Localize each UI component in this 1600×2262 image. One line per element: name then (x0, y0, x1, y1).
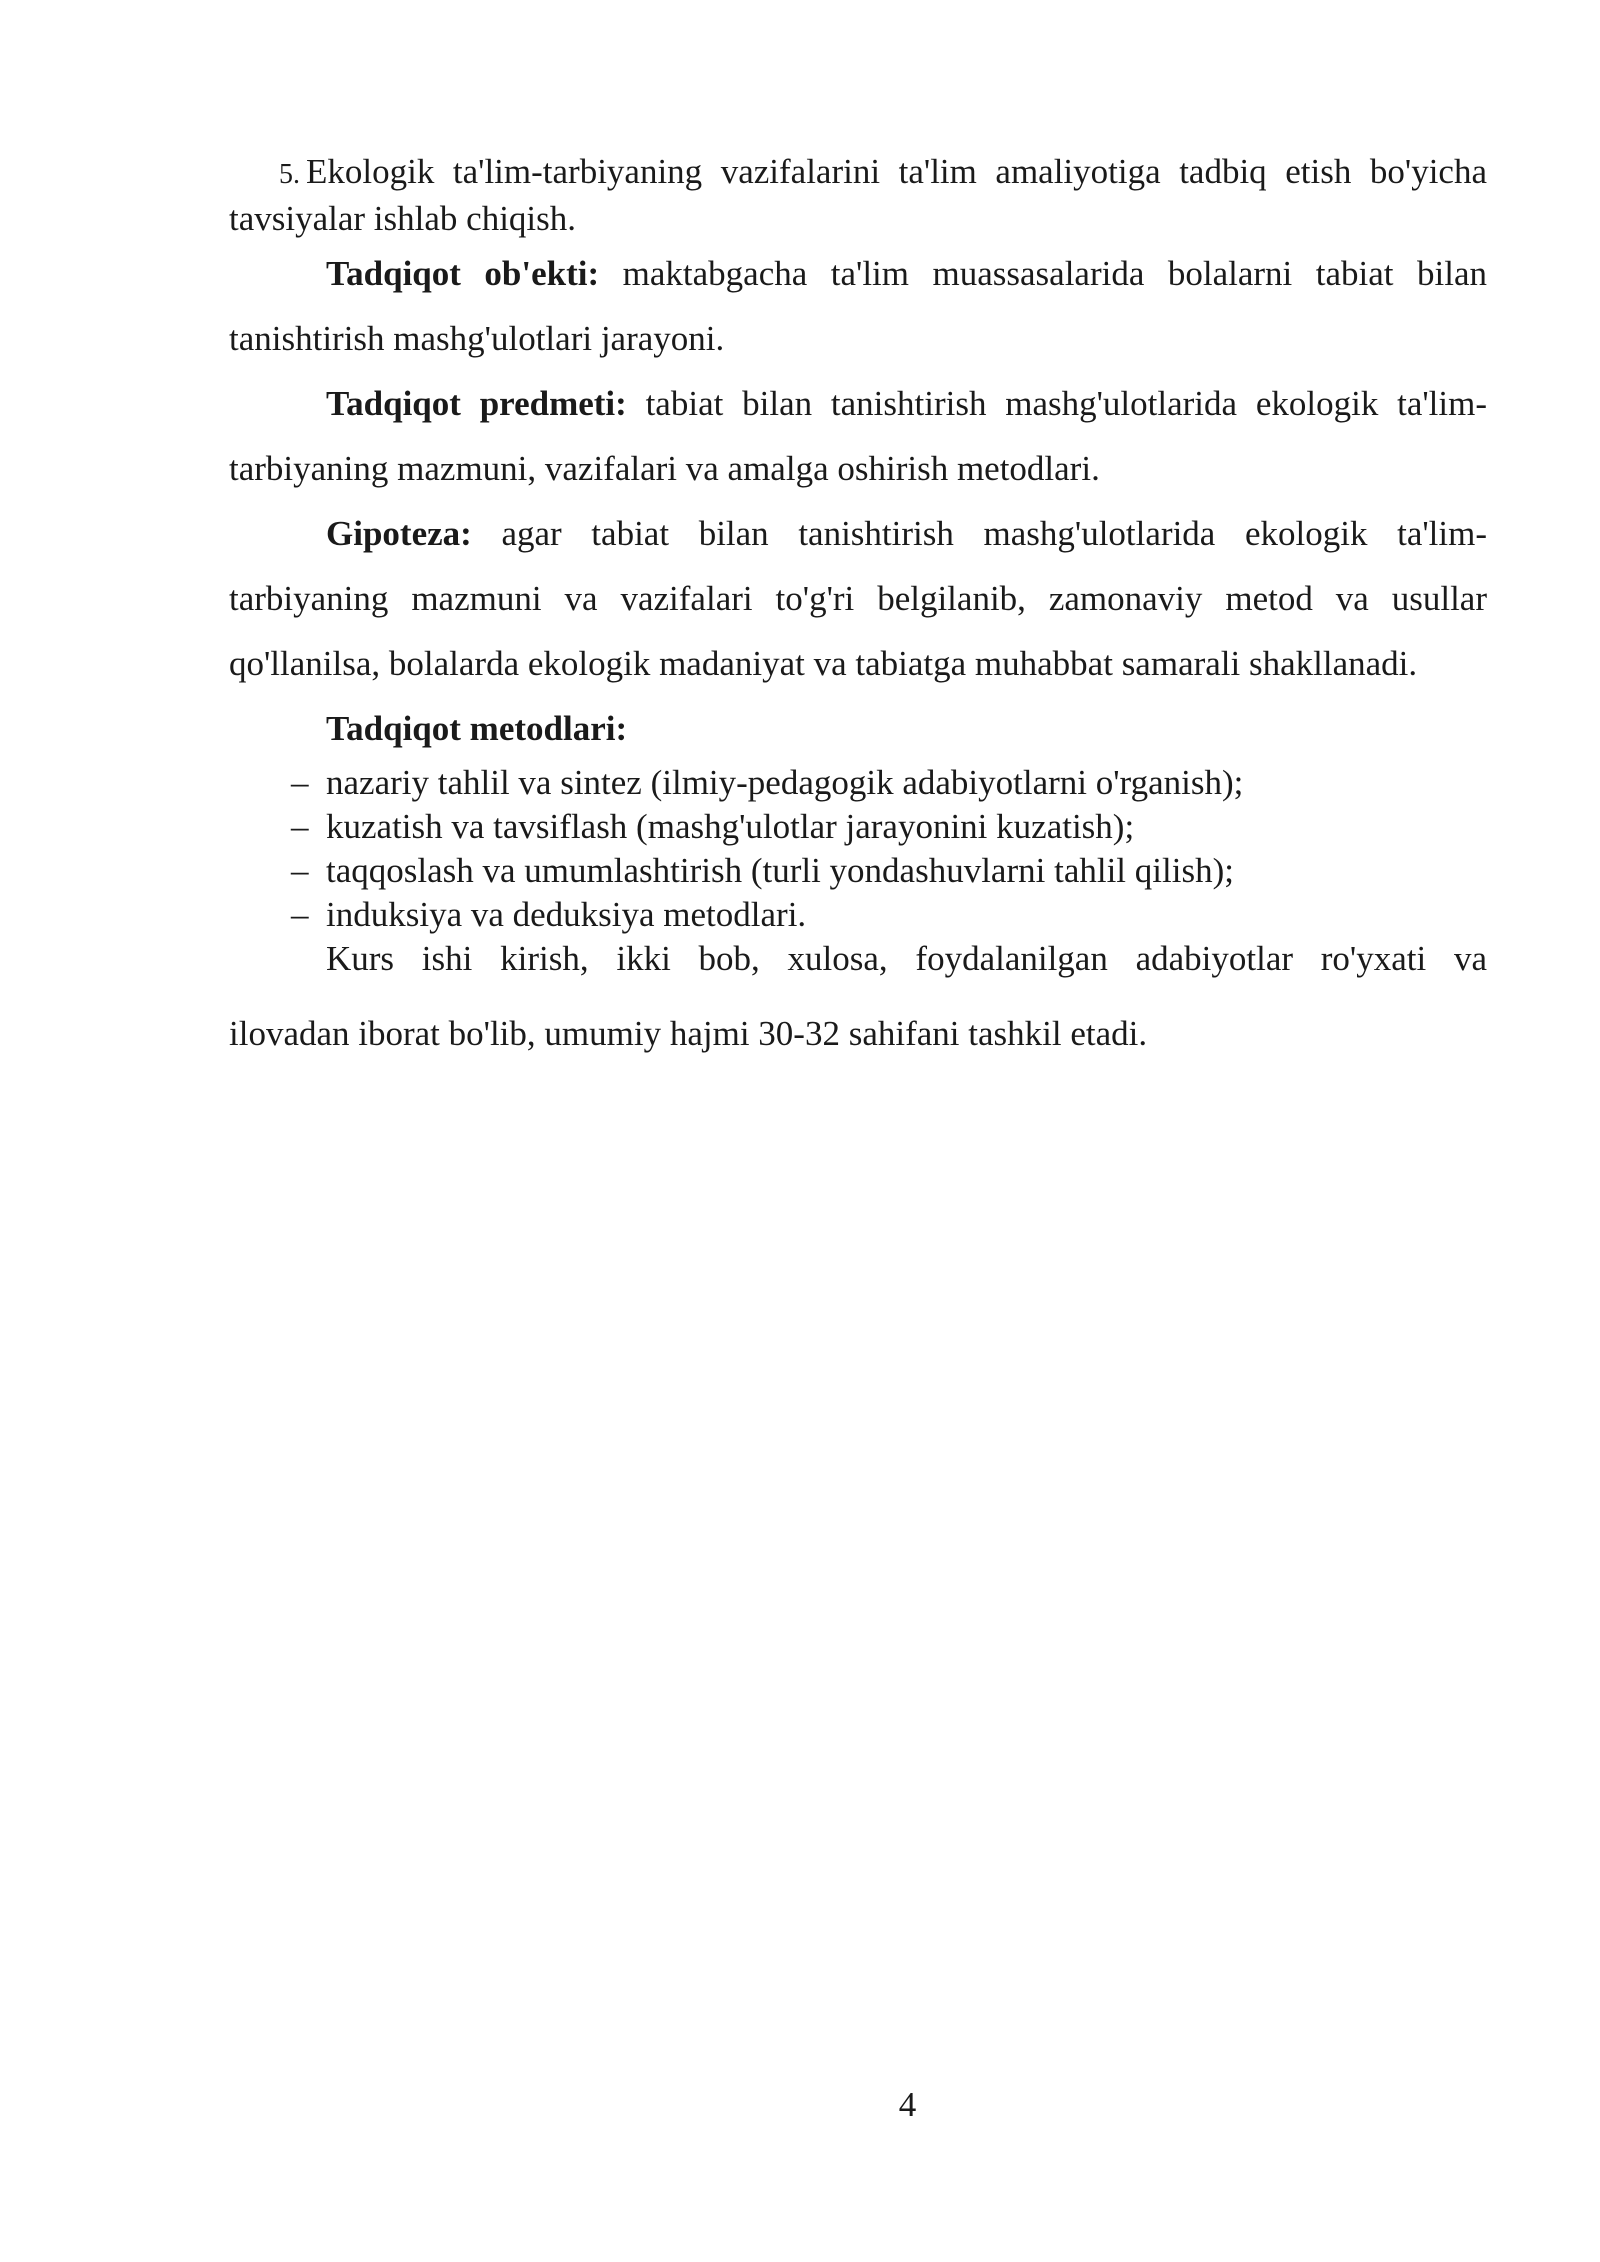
method-text: induksiya va deduksiya metodlari. (326, 895, 807, 934)
method-text: nazariy tahlil va sintez (ilmiy-pedagogik adabiyotlarni o'rganish); (326, 763, 1244, 802)
structure-paragraph-line1 (229, 937, 1487, 981)
bullet-dash: – (291, 763, 309, 802)
method-text: kuzatish va tavsiflash (mashg'ulotlar jarayonini kuzatish); (326, 807, 1135, 846)
methods-list (229, 761, 1487, 937)
research-object-paragraph (229, 241, 1487, 371)
hypothesis-paragraph (229, 501, 1487, 696)
hypothesis-text: agar tabiat bilan tanishtirish mashg'ulotlarida ekologik ta'lim-tarbiyaning mazmuni va vazifalari to'g'ri belgilanib, zamonaviy metod va usullar qo'llanilsa, bolalarda ekologik madaniyat va tabiatga muhabbat samarali shakllanadi. (229, 514, 1487, 683)
bullet-dash: – (291, 851, 309, 890)
research-subject-label: Tadqiqot predmeti: (326, 384, 627, 423)
methods-heading (229, 696, 1487, 761)
research-object-text: maktabgacha ta'lim muassasalarida bolalarni tabiat bilan tanishtirish mashg'ulotlari jarayoni. (229, 254, 1487, 358)
page-number: 4 (898, 2085, 917, 2124)
research-subject-paragraph (229, 371, 1487, 501)
research-object-label: Tadqiqot ob'ekti: (326, 254, 600, 293)
hypothesis-label: Gipoteza: (326, 514, 472, 553)
method-text: taqqoslash va umumlashtirish (turli yondashuvlarni tahlil qilish); (326, 851, 1234, 890)
structure-text-line2: ilovadan iborat bo'lib, umumiy hajmi 30-32 sahifani tashkil etadi. (229, 1014, 1148, 1053)
list-item-text: Ekologik ta'lim-tarbiyaning vazifalarini ta'lim amaliyotiga tadbiq etish bo'yicha tavsiyalar ishlab chiqish. (229, 152, 1487, 238)
methods-heading-text: Tadqiqot metodlari: (326, 709, 628, 748)
list-item-5 (229, 150, 1487, 241)
structure-text-line1: Kurs ishi kirish, ikki bob, xulosa, foydalanilgan adabiyotlar ro'yxati va (326, 939, 1487, 978)
list-item (229, 893, 1487, 937)
structure-paragraph-line2 (229, 1001, 1487, 1066)
research-subject-text: tabiat bilan tanishtirish mashg'ulotlarida ekologik ta'lim-tarbiyaning mazmuni, vazifalari va amalga oshirish metodlari. (229, 384, 1487, 488)
document-page (229, 150, 1487, 1066)
list-item (229, 805, 1487, 849)
list-item (229, 849, 1487, 893)
list-item-number: 5. (279, 159, 300, 190)
list-item (229, 761, 1487, 805)
bullet-dash: – (291, 895, 309, 934)
bullet-dash: – (291, 807, 309, 846)
